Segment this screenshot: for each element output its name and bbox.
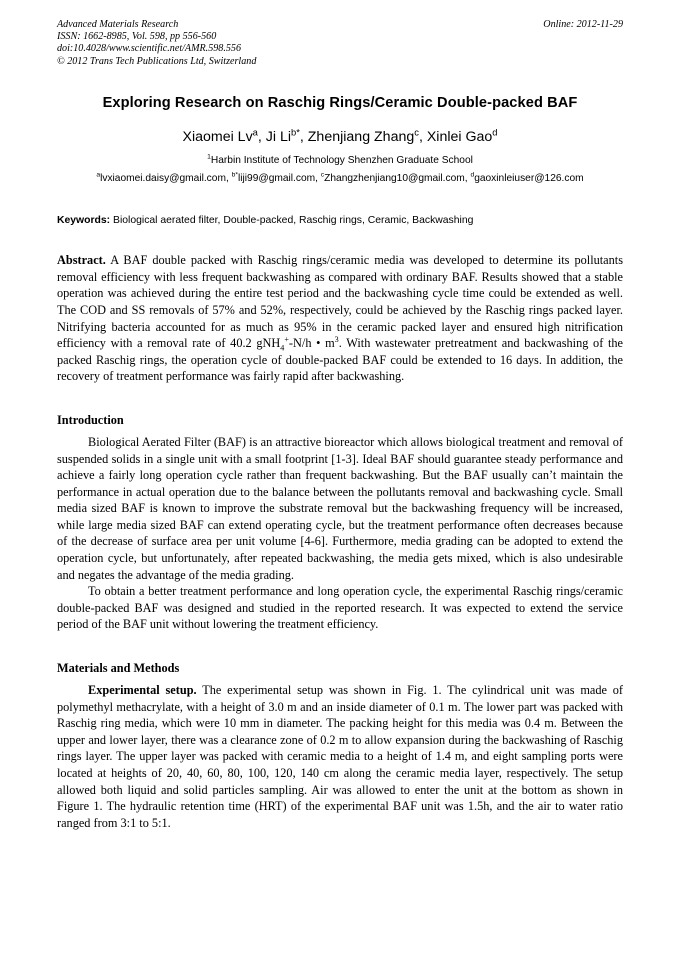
author-emails	[57, 172, 623, 186]
email-address[interactable]: liji99@gmail.com	[237, 172, 316, 184]
journal-issn-line: ISSN: 1662-8985, Vol. 598, pp 556-560	[57, 31, 217, 43]
experimental-setup-text: The experimental setup was shown in Fig. 1. The cylindrical unit was made of polymethyl methacrylate, with a height of 3.0 m and an inside diameter of 0.1 m. The lower part was packed with Raschig ring media, which were 10 mm in diameter. The packing height for this media was 0.4 m. Between the upper and lower layer, there was a clearance zone of 0.2 m to allow expansion during the backwashing of Raschig rings layer. The upper layer was packed with ceramic media to a height of 1.4 m, and eight sampling ports were located at heights of 20, 40, 60, 80, 100, 120, 140 cm along the ceramic media layer, respectively. The setup allowed both liquid and solid particles sampling. Air was allowed to enter the unit at the bottom as shown in Figure 1. The hydraulic retention time (HRT) of the experimental BAF unit was 1.5h, and the air to water ratio ranged from 3:1 to 5:1.	[57, 683, 623, 830]
journal-name: Advanced Materials Research	[57, 19, 179, 30]
article-title: Exploring Research on Raschig Rings/Ceramic Double-packed BAF	[102, 94, 578, 111]
affiliation-text: Harbin Institute of Technology Shenzhen Graduate School	[210, 154, 473, 166]
author-affiliation-marker: d	[492, 127, 498, 138]
journal-header-left	[57, 19, 457, 68]
email-address[interactable]: Zhangzhenjiang10@gmail.com	[324, 172, 465, 184]
author-affiliation-marker: b*	[291, 127, 300, 138]
author-name: Zhenjiang Zhang	[307, 128, 415, 145]
author-affiliation-marker: a	[252, 127, 258, 138]
author-name: Xiaomei Lv	[182, 128, 253, 145]
author-entry	[308, 129, 427, 145]
introduction-paragraph-2: To obtain a better treatment performance and long operation cycle, the experimental Raschig rings/ceramic double-packed BAF was designed and studied in the reported research. It was expected to extend the service period of the BAF unit without lowering the treatment efficiency.	[57, 584, 623, 632]
abstract-text-part2: . With wastewater pretreatment and backwashing of the packed Raschig rings, the operation cycle of double-packed BAF could be extended to 16 days. In addition, the recovery of treatment performance was fairly rapid after backwashing.	[57, 336, 623, 384]
email-marker: d	[470, 171, 475, 179]
author-separator: ,	[299, 128, 308, 145]
email-separator: ,	[315, 172, 321, 184]
keywords-line	[57, 214, 623, 227]
online-publication-date: Online: 2012-11-29	[543, 19, 623, 30]
affiliation-marker: 1	[207, 153, 211, 161]
author-list	[57, 129, 623, 146]
author-name: Ji Li	[265, 128, 292, 145]
experimental-setup-paragraph	[57, 682, 623, 831]
journal-header	[57, 19, 623, 68]
journal-doi-line: doi:10.4028/www.scientific.net/AMR.598.556	[57, 43, 242, 55]
formula-superscript-cubed: 3	[334, 334, 339, 344]
journal-copyright-line: © 2012 Trans Tech Publications Ltd, Switzerland	[57, 55, 257, 67]
email-marker: c	[320, 171, 325, 179]
author-separator: ,	[257, 128, 266, 145]
abstract-label: Abstract.	[57, 253, 106, 268]
formula-subscript: 4	[280, 343, 285, 353]
author-entry	[182, 129, 265, 145]
section-heading-introduction: Introduction	[57, 412, 124, 427]
subsection-label-experimental-setup: Experimental setup.	[88, 683, 197, 698]
email-address[interactable]: gaoxinleiuser@126.com	[474, 172, 584, 184]
author-name: Xinlei Gao	[426, 128, 493, 145]
abstract-text-part1: A BAF double packed with Raschig rings/ceramic media was developed to determine its pollutants removal efficiency with less frequent backwashing as compared with ordinary BAF. Results showed that a stable operation was achieved during the entire test period and the backwashing cycle time could be extended as well. The COD and SS removals of 57% and 52%, respectively, could be achieved by the Raschig rings packed layer. Nitrifying bacteria accounted for as much as 95% in the ceramic packed layer and ensured high nitrification efficiency with a removal rate of 40.2 gNH	[57, 253, 623, 351]
affiliation	[57, 154, 623, 167]
formula-superscript-charge: +	[284, 334, 289, 344]
email-separator: ,	[225, 172, 232, 184]
author-affiliation-marker: c	[414, 127, 419, 138]
author-separator: ,	[418, 128, 427, 145]
email-separator: ,	[464, 172, 471, 184]
formula-middle: -N/h • m	[288, 336, 335, 351]
author-entry	[427, 129, 498, 145]
email-address[interactable]: lvxiaomei.daisy@gmail.com	[100, 172, 226, 184]
email-marker: a	[96, 171, 101, 179]
keywords-text: Biological aerated filter, Double-packed, Raschig rings, Ceramic, Backwashing	[110, 215, 474, 227]
section-heading-materials-and-methods: Materials and Methods	[57, 660, 180, 675]
author-entry	[266, 129, 308, 145]
abstract	[57, 252, 623, 384]
introduction-paragraph-1: Biological Aerated Filter (BAF) is an attractive bioreactor which allows biological treatment and removal of suspended solids in a single unit with a small footprint [1-3]. Ideal BAF should guarantee steady performance and achieve a fairly long operation cycle rather than frequent backwashing. But the BAF usually can’t maintain the performance in actual operation due to the balance between the pollutants removal and backwashing cycle. Small media sized BAF is known to improve the substrate removal but the backwashing frequency will be increased, while large media sized BAF can extend operating cycle, but the treatment performance often decreases because of the decrease of surface area per unit volume [4-6]. Furthermore, media grading can be adopted to extend the operation cycle, but unfortunately, after repeated backwashing, the media gets mixed, which is also undesirable and negates the advantage of the media grading.	[57, 435, 623, 582]
page-content	[57, 0, 623, 831]
email-marker: b*	[231, 171, 238, 179]
keywords-label: Keywords:	[57, 215, 111, 227]
